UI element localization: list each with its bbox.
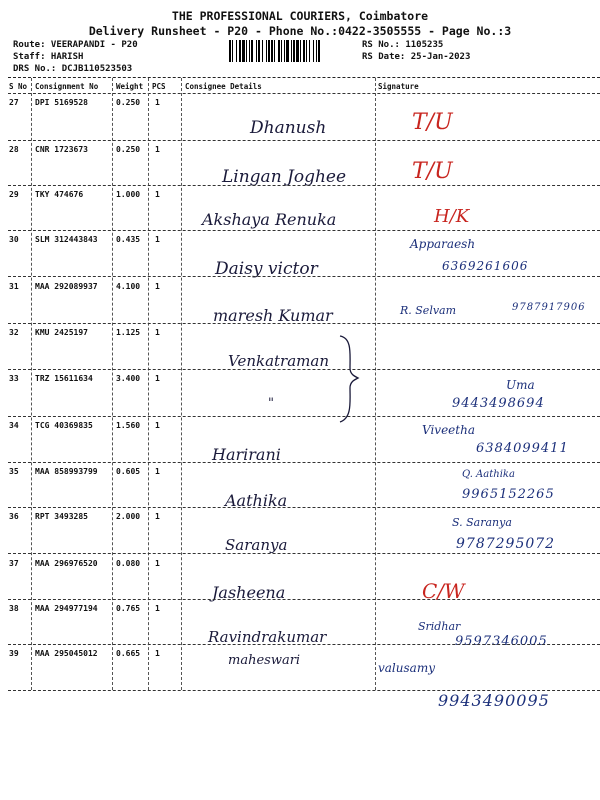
consignee-name: Ravindrakumar (208, 628, 327, 646)
consignment-number: TRZ 15611634 (35, 374, 93, 383)
signature-text: Uma (506, 378, 535, 392)
signature-text: Apparaesh (410, 237, 476, 251)
barcode-bar (274, 40, 275, 62)
drs-number: DRS No.: DCJB110523503 (13, 64, 133, 74)
row-serial-number: 39 (9, 649, 19, 658)
signature-phone: 6369261606 (442, 259, 529, 273)
consignment-number: MAA 294977194 (35, 604, 98, 613)
pieces-count: 1 (155, 559, 160, 568)
weight-value: 0.605 (116, 467, 141, 476)
weight-value: 1.125 (116, 328, 141, 337)
signature-text: T/U (412, 110, 453, 135)
weight-value: 0.250 (116, 145, 141, 154)
column-header-signature: Signature (378, 82, 419, 91)
row-divider (8, 323, 600, 324)
consignee-name: Harirani (212, 445, 281, 464)
signature-text: C/W (422, 579, 465, 603)
signature-text: S. Saranya (452, 516, 512, 529)
pieces-count: 1 (155, 235, 160, 244)
row-serial-number: 30 (9, 235, 19, 244)
consignee-name: " (268, 396, 274, 411)
consignment-number: MAA 296976520 (35, 559, 98, 568)
row-divider (8, 690, 600, 691)
column-header-sno: S No (9, 82, 28, 91)
weight-value: 0.080 (116, 559, 141, 568)
page-title: THE PROFESSIONAL COURIERS, Coimbatore (171, 9, 429, 23)
barcode-bar (229, 40, 231, 62)
barcode-bar (278, 40, 280, 62)
weight-value: 3.400 (116, 374, 141, 383)
signature-text: T/U (412, 159, 453, 184)
consignment-number: MAA 292089937 (35, 282, 98, 291)
barcode-bar (258, 40, 260, 62)
barcode-bar (266, 40, 267, 62)
row-divider (8, 507, 600, 508)
signature-phone: 6384099411 (476, 441, 569, 456)
consignment-number: TKY 474676 (35, 190, 84, 199)
signature-phone: 9597346005 (455, 634, 548, 649)
column-header-consignment: Consignment No (35, 82, 99, 91)
signature-phone: 9443498694 (452, 396, 545, 411)
barcode-bar (284, 40, 285, 62)
pieces-count: 1 (155, 512, 160, 521)
column-header-weight: Weight (116, 82, 144, 91)
pieces-count: 1 (155, 190, 160, 199)
pieces-count: 1 (155, 98, 160, 107)
barcode-bar (306, 40, 307, 62)
row-divider (8, 644, 600, 645)
consignment-number: KMU 2425197 (35, 328, 88, 337)
barcode-bar (249, 40, 250, 62)
barcode-bar (291, 40, 292, 62)
consignee-name: Lingan Joghee (222, 167, 347, 187)
barcode-bar (271, 40, 273, 62)
pieces-count: 1 (155, 604, 160, 613)
signature-phone: 9943490095 (438, 691, 550, 710)
barcode (229, 40, 356, 62)
signature-phone: 9787295072 (456, 536, 556, 552)
signature-text: H/K (434, 206, 470, 227)
column-header-pcs: PCS (152, 82, 166, 91)
consignment-number: CNR 1723673 (35, 145, 88, 154)
row-serial-number: 35 (9, 467, 19, 476)
barcode-bar (232, 40, 233, 62)
consignment-number: TCG 40369835 (35, 421, 93, 430)
barcode-bar (246, 40, 247, 62)
weight-value: 1.560 (116, 421, 141, 430)
consignee-name: Jasheena (212, 583, 286, 602)
barcode-bar (281, 40, 282, 62)
weight-value: 2.000 (116, 512, 141, 521)
signature-phone: 9965152265 (462, 487, 555, 502)
weight-value: 4.100 (116, 282, 141, 291)
weight-value: 0.250 (116, 98, 141, 107)
weight-value: 0.765 (116, 604, 141, 613)
row-divider (8, 276, 600, 277)
pieces-count: 1 (155, 374, 160, 383)
pieces-count: 1 (155, 649, 160, 658)
barcode-bar (293, 40, 295, 62)
barcode-bar (236, 40, 237, 62)
row-divider (8, 416, 600, 417)
barcode-bar (242, 40, 245, 62)
pieces-count: 1 (155, 282, 160, 291)
pieces-count: 1 (155, 145, 160, 154)
header-rule-bottom (8, 93, 600, 94)
weight-value: 1.000 (116, 190, 141, 199)
consignment-number: MAA 858993799 (35, 467, 98, 476)
consignment-number: RPT 3493285 (35, 512, 88, 521)
route-label: Route: VEERAPANDI - P20 (13, 40, 138, 50)
row-serial-number: 32 (9, 328, 19, 337)
barcode-bar (309, 40, 310, 62)
barcode-bar (316, 40, 317, 62)
weight-value: 0.665 (116, 649, 141, 658)
signature-text: Sridhar (418, 620, 461, 633)
consignment-number: DPI 5169528 (35, 98, 88, 107)
consignee-name: Akshaya Renuka (202, 210, 337, 229)
consignee-name: Venkatraman (228, 352, 329, 370)
consignee-name: Daisy victor (215, 259, 318, 279)
barcode-bar (296, 40, 299, 62)
barcode-bar (300, 40, 301, 62)
row-divider (8, 230, 600, 231)
row-divider (8, 599, 600, 600)
row-serial-number: 27 (9, 98, 19, 107)
row-divider (8, 369, 600, 370)
staff-label: Staff: HARISH (13, 52, 84, 62)
barcode-bar (303, 40, 305, 62)
row-serial-number: 34 (9, 421, 19, 430)
header-rule-top (8, 77, 600, 78)
signature-text: Q. Aathika (462, 469, 515, 480)
barcode-bar (318, 40, 320, 62)
row-serial-number: 38 (9, 604, 19, 613)
rs-date: RS Date: 25-Jan-2023 (362, 52, 471, 62)
barcode-bar (239, 40, 241, 62)
pieces-count: 1 (155, 328, 160, 337)
row-serial-number: 28 (9, 145, 19, 154)
rs-number: RS No.: 1105235 (362, 40, 444, 50)
barcode-bar (268, 40, 270, 62)
row-serial-number: 36 (9, 512, 19, 521)
column-header-consignee: Consignee Details (185, 82, 262, 91)
page-subtitle: Delivery Runsheet - P20 - Phone No.:0422-3505555 - Page No.:3 (88, 24, 512, 38)
consignment-number: SLM 312443843 (35, 235, 98, 244)
signature-text: valusamy (378, 661, 435, 675)
consignee-name: Aathika (225, 491, 288, 510)
row-divider (8, 140, 600, 141)
pieces-count: 1 (155, 467, 160, 476)
row-serial-number: 29 (9, 190, 19, 199)
row-divider (8, 553, 600, 554)
barcode-bar (286, 40, 289, 62)
row-serial-number: 33 (9, 374, 19, 383)
brace-mark (336, 334, 360, 424)
barcode-bar (262, 40, 263, 62)
barcode-bar (251, 40, 253, 62)
signature-text: Viveetha (422, 423, 475, 437)
consignment-number: MAA 295045012 (35, 649, 98, 658)
consignee-name: Saranya (225, 536, 288, 554)
consignee-name: maheswari (228, 653, 301, 668)
row-serial-number: 37 (9, 559, 19, 568)
consignee-name: Dhanush (250, 118, 327, 138)
weight-value: 0.435 (116, 235, 141, 244)
row-divider (8, 185, 600, 186)
barcode-bar (313, 40, 314, 62)
row-divider (8, 462, 600, 463)
barcode-bar (256, 40, 257, 62)
row-serial-number: 31 (9, 282, 19, 291)
signature-phone: 9787917906 (512, 302, 586, 313)
pieces-count: 1 (155, 421, 160, 430)
consignee-name: maresh Kumar (213, 306, 333, 325)
signature-text: R. Selvam (400, 304, 457, 317)
